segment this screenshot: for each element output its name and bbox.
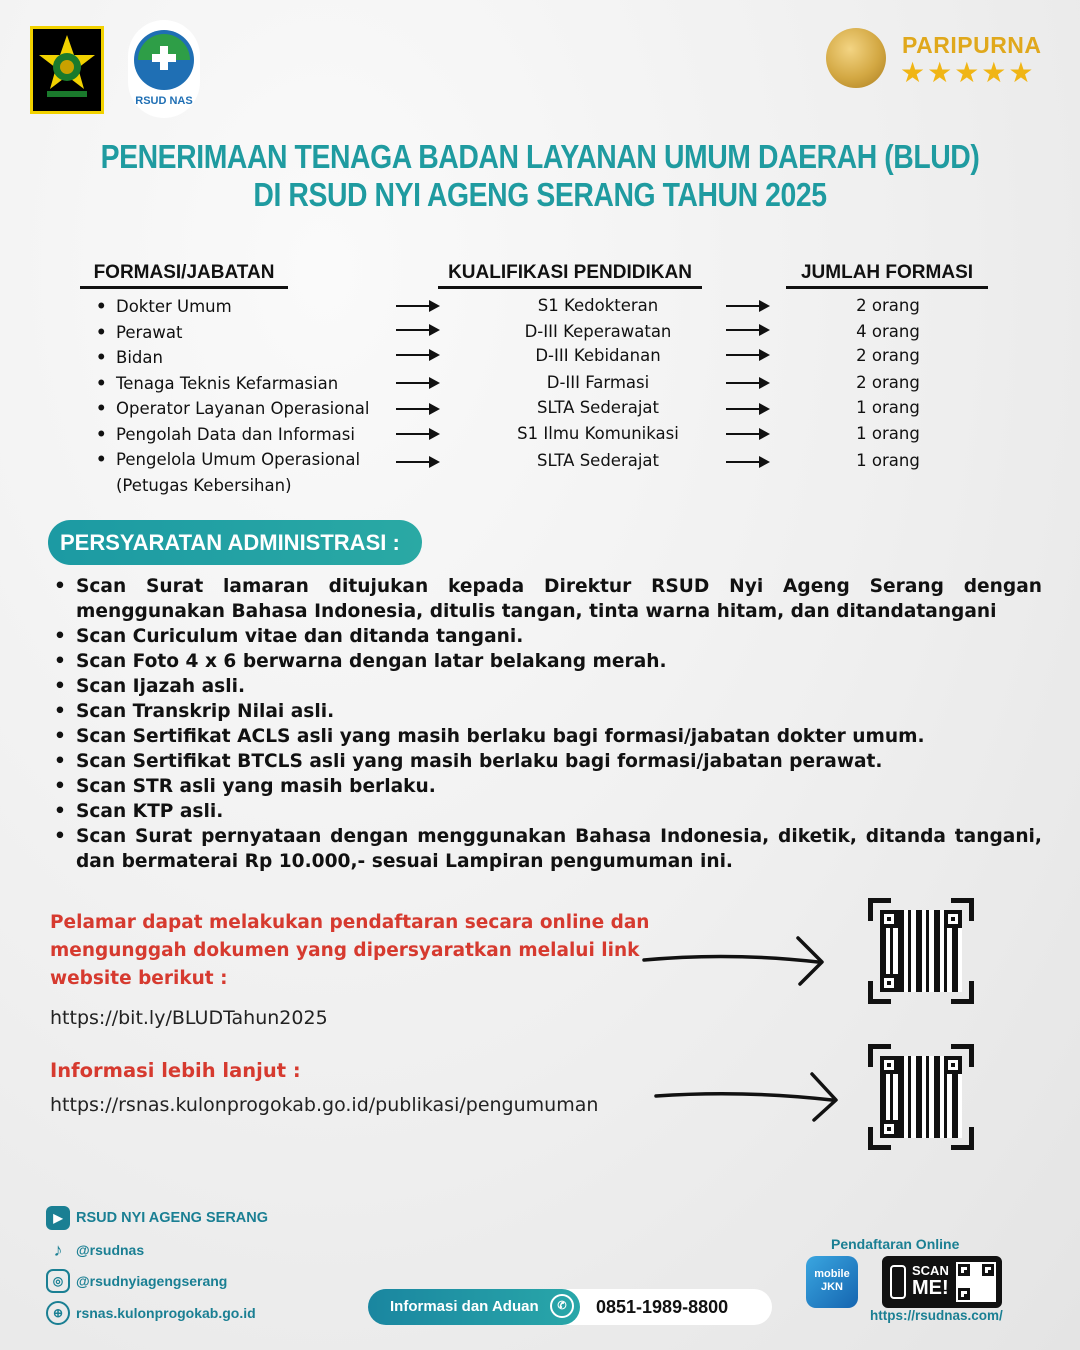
requirement-item: • Scan Ijazah asli. [52,674,1042,699]
instagram-label: @rsudnyiagengserang [76,1273,228,1289]
phone-icon [890,1265,906,1299]
mobile-jkn-icon[interactable]: mobile JKN [806,1256,858,1308]
website-label: rsnas.kulonprogokab.go.id [76,1305,256,1321]
social-tiktok[interactable] [46,1238,144,1262]
position-item: • Operator Layanan Operasional [96,398,370,424]
requirement-item: • Scan Sertifikat BTCLS asli yang masih berlaku bagi formasi/jabatan perawat. [52,749,1042,774]
header-formasi: FORMASI/JABATAN [80,262,288,289]
requirement-item: • Scan Surat pernyataan dengan menggunakan Bahasa Indonesia, diketik, ditanda tangani, dan bermaterai Rp 10.000,- sesuai Lampiran pengumuman ini. [52,824,1042,874]
requirement-item: • Scan STR asli yang masih berlaku. [52,774,1042,799]
arrow-icon [396,382,438,384]
arrow-icon [396,329,438,331]
position-item: • Bidan [96,347,370,373]
arrow-icon [396,354,438,356]
registration-qr-code[interactable] [868,898,974,1004]
qualification-cell: SLTA Sederajat [536,398,660,417]
hand-drawn-arrow-icon [652,1068,842,1126]
instagram-icon: ◎ [46,1269,70,1293]
social-youtube[interactable] [46,1206,268,1230]
arrow-icon [726,354,768,356]
header-kualifikasi: KUALIFIKASI PENDIDIKAN [438,262,702,289]
requirement-item: • Scan KTP asli. [52,799,1042,824]
social-website[interactable] [46,1301,256,1325]
qualification-cell: D-III Farmasi [546,373,650,392]
whatsapp-icon: ✆ [550,1294,574,1318]
tiktok-label: @rsudnas [76,1242,145,1258]
more-info-link[interactable]: https://rsnas.kulonprogokab.go.id/publikasi/pengumuman [50,1094,599,1116]
position-list [96,296,370,500]
arrow-icon [726,433,768,435]
info-label [368,1289,580,1325]
online-registration-url[interactable]: https://rsudnas.com/ [870,1308,1003,1323]
more-info-qr-code[interactable] [868,1044,974,1150]
count-cell: 1 orang [856,398,920,417]
online-registration-label: Pendaftaran Online [831,1236,960,1252]
scan-me-qr-icon [956,1262,996,1302]
scan-me-text-line1: SCAN [912,1263,949,1278]
arrow-icon [726,329,768,331]
info-contact-pill[interactable] [368,1289,772,1325]
position-item: • Pengolah Data dan Informasi [96,424,370,450]
requirement-item: • Scan Transkrip Nilai asli. [52,699,1042,724]
qualification-cell: SLTA Sederajat [536,451,660,470]
arrow-icon [726,408,768,410]
arrow-icon [726,305,768,307]
requirement-item: • Scan Surat lamaran ditujukan kepada Direktur RSUD Nyi Ageng Serang dengan menggunakan Bahasa Indonesia, ditulis tangan, tinta warna hitam, dan ditandatangani [52,574,1042,624]
info-label-text: Informasi dan Aduan [390,1298,539,1315]
arrow-icon [396,433,438,435]
arrow-icon [396,305,438,307]
qualification-cell: S1 Ilmu Komunikasi [517,424,679,443]
info-phone: 0851-1989-8800 [596,1297,729,1317]
youtube-icon: ▶ [46,1206,70,1230]
arrow-icon [726,382,768,384]
accreditation-label: PARIPURNA [902,32,1042,58]
scan-me-badge[interactable] [882,1256,1002,1308]
position-item: • Pengelola Umum Operasional [96,449,370,475]
position-item-continued: (Petugas Kebersihan) [116,475,292,495]
requirements-list [52,574,1042,874]
arrow-icon [726,461,768,463]
count-cell: 4 orang [856,322,920,341]
position-item: • Tenaga Teknis Kefarmasian [96,373,370,399]
requirements-title: PERSYARATAN ADMINISTRASI : [48,520,422,565]
youtube-label: RSUD NYI AGENG SERANG [76,1210,269,1226]
registration-text-line1: Pelamar dapat melakukan pendaftaran secara online dan [50,912,650,933]
hand-drawn-arrow-icon [640,930,830,990]
requirement-item: • Scan Foto 4 x 6 berwarna dengan latar belakang merah. [52,649,1042,674]
arrow-icon [396,408,438,410]
page-title-line1: PENERIMAAN TENAGA BADAN LAYANAN UMUM DAERAH (BLUD) [100,138,980,175]
social-instagram[interactable] [46,1269,227,1293]
qualification-cell: D-III Kebidanan [535,346,661,365]
position-item: • Perawat [96,322,370,348]
page-title-line2: DI RSUD NYI AGENG SERANG TAHUN 2025 [253,176,827,213]
accreditation-stars: ★★★★★ [900,56,1036,89]
requirement-item: • Scan Sertifikat ACLS asli yang masih berlaku bagi formasi/jabatan dokter umum. [52,724,1042,749]
qualification-cell: S1 Kedokteran [537,296,659,315]
kulon-progo-logo [30,26,104,114]
globe-icon: ⊕ [46,1301,70,1325]
registration-link[interactable]: https://bit.ly/BLUDTahun2025 [50,1007,328,1029]
accreditation-medal-icon [826,28,886,88]
scan-me-text-line2: ME! [912,1277,949,1299]
count-cell: 2 orang [856,296,920,315]
rsud-nas-logo [128,20,200,118]
tiktok-icon: ♪ [53,1239,63,1260]
count-cell: 1 orang [856,424,920,443]
registration-text-line3: website berikut : [50,968,228,989]
arrow-icon [396,461,438,463]
count-cell: 1 orang [856,451,920,470]
registration-text-line2: mengunggah dokumen yang dipersyaratkan melalui link [50,940,640,961]
rsud-nas-logo-text: RSUD NAS [135,95,193,107]
qualification-cell: D-III Keperawatan [524,322,672,341]
count-cell: 2 orang [856,346,920,365]
header-jumlah: JUMLAH FORMASI [786,262,988,289]
more-info-label: Informasi lebih lanjut : [50,1059,301,1082]
count-cell: 2 orang [856,373,920,392]
requirement-item: • Scan Curiculum vitae dan ditanda tangani. [52,624,1042,649]
position-item: • Dokter Umum [96,296,370,322]
